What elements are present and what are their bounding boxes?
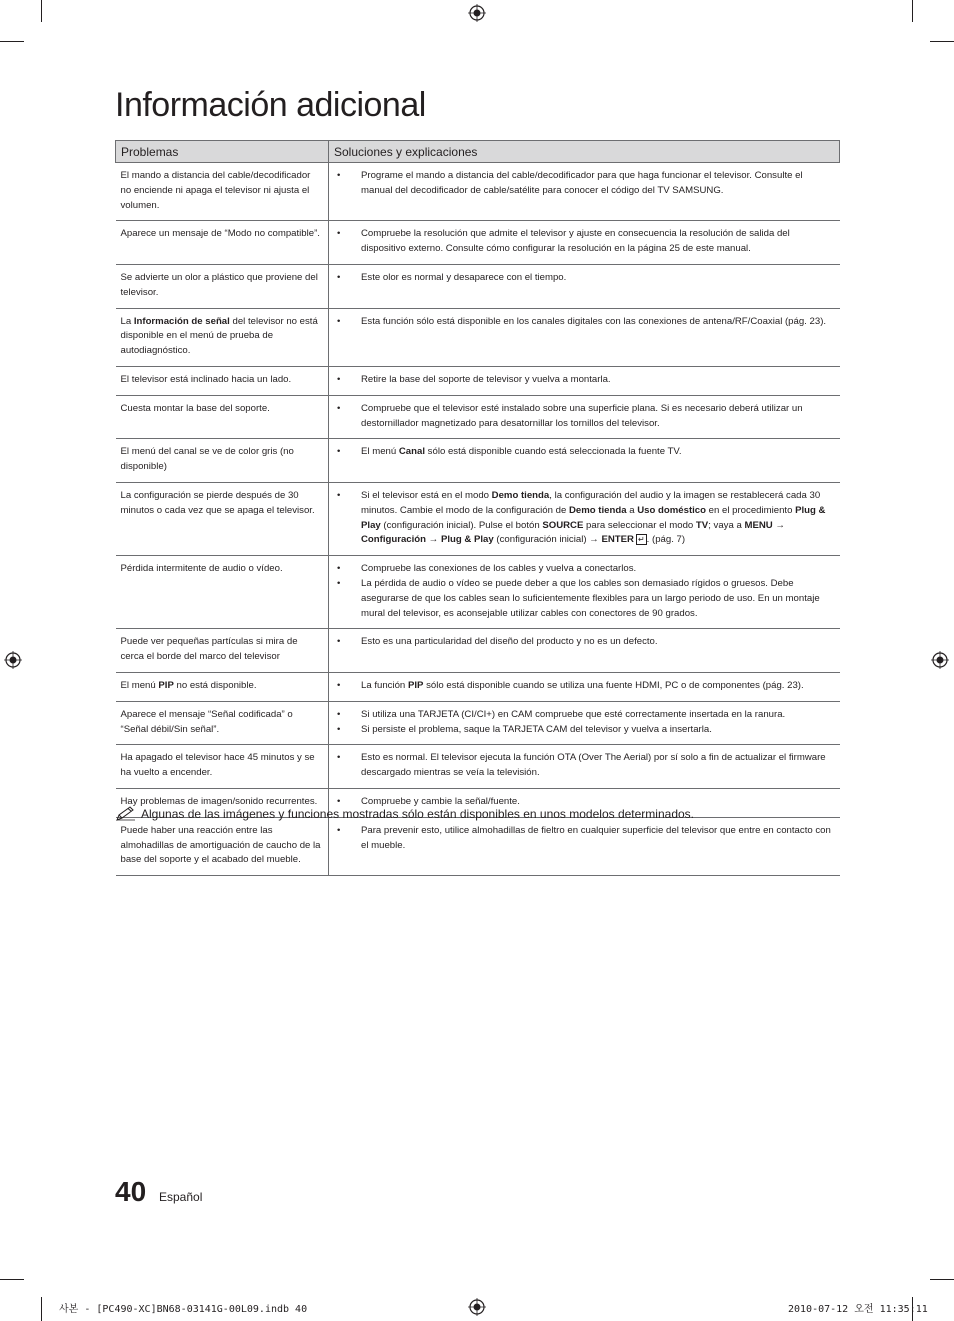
table-row	[116, 701, 840, 745]
solution-cell	[329, 439, 840, 483]
text-run: , la configuración del audio y la imagen se restablecerá cada 30 minutos. Cambie el modo de la configuración de	[361, 489, 821, 516]
crop-mark	[41, 0, 42, 22]
crop-mark	[0, 1279, 24, 1280]
crop-mark	[930, 41, 954, 42]
text-run: La configuración se pierde después de 30 minutos o cada vez que se apaga el televisor.	[120, 489, 315, 516]
registration-mark-icon	[468, 1298, 486, 1316]
menu-term: Canal	[398, 446, 426, 458]
bullet-icon: •	[337, 577, 341, 589]
solution-item	[335, 723, 835, 738]
bullet-icon: •	[337, 489, 341, 501]
text-run: Aparece el mensaje “Señal codificada” o “Señal débil/Sin señal”.	[120, 708, 293, 735]
solution-cell	[329, 366, 840, 395]
menu-term: SOURCE	[542, 519, 584, 531]
page-language: Español	[159, 1190, 203, 1204]
problem-cell	[116, 745, 329, 789]
text-run: Compruebe las conexiones de los cables y vuelva a conectarlos.	[361, 563, 637, 575]
page-number: 40	[115, 1176, 147, 1207]
text-run: Hay problemas de imagen/sonido recurrentes.	[120, 795, 318, 807]
text-run: Esto es normal. El televisor ejecuta la función OTA (Over The Aerial) por sí solo a fin de actualizar el firmware descargado mientras se veía la televisión.	[361, 752, 826, 779]
bullet-icon: •	[337, 679, 341, 691]
solution-cell	[329, 308, 840, 366]
solution-item	[335, 373, 835, 388]
problem-cell	[116, 308, 329, 366]
menu-term: ENTER	[601, 534, 634, 546]
menu-term: Uso doméstico	[637, 504, 707, 516]
solution-cell	[329, 556, 840, 629]
solution-item	[335, 824, 835, 854]
column-header-solutions: Soluciones y explicaciones	[329, 141, 840, 163]
bullet-icon: •	[337, 824, 341, 836]
text-run: Compruebe que el televisor esté instalado sobre una superficie plana. Si es necesario deberá utilizar un destornillador magnetizado para desatornillar los tornillos del televisor.	[361, 402, 803, 429]
menu-term: Demo tienda	[491, 489, 550, 501]
text-run: en el procedimiento	[706, 504, 796, 516]
solution-text	[361, 751, 835, 781]
troubleshooting-table	[115, 140, 840, 876]
text-run: . (pág. 7)	[646, 534, 686, 546]
solution-item	[335, 169, 835, 199]
solution-item	[335, 708, 835, 723]
text-run: La pérdida de audio o vídeo se puede deber a que los cables son demasiado rígidos o gruesos. Debe asegurarse de que los cables sean lo suficientemente flexibles para un largo periodo de uso. En un montaje mural del televisor, es aconsejable utilizar cables con conectores de 90 grados.	[361, 577, 820, 619]
table-row	[116, 556, 840, 629]
problem-cell	[116, 817, 329, 875]
column-header-problems: Problemas	[116, 141, 329, 163]
crop-mark	[912, 0, 913, 22]
solution-item	[335, 227, 835, 257]
text-run: Si el televisor está en el modo	[361, 489, 492, 501]
text-run: El menú del canal se ve de color gris (no disponible)	[120, 446, 294, 473]
text-run: Si persiste el problema, saque la TARJETA CAM del televisor y vuelva a insertarla.	[361, 723, 712, 735]
solution-text	[361, 489, 835, 548]
solution-item	[335, 402, 835, 432]
solution-text	[361, 169, 835, 199]
solution-text	[361, 824, 835, 854]
text-run: Programe el mando a distancia del cable/decodificador para que haga funcionar el televisor. Consulte el manual del decodificador de cable/satélite para conocer el código del TV SAMSUNG.	[361, 170, 803, 196]
text-run: Compruebe la resolución que admite el televisor y ajuste en consecuencia la resolución de salida del dispositivo externo. Consulte cómo configurar la resolución en la página 25 de este manual.	[361, 228, 790, 255]
bullet-icon: •	[337, 446, 341, 458]
solution-text	[361, 679, 835, 694]
crop-mark	[41, 1297, 42, 1321]
solution-text	[361, 271, 835, 286]
text-run: Aparece un mensaje de “Modo no compatible”.	[120, 228, 320, 240]
table-row	[116, 366, 840, 395]
text-run: La función	[361, 679, 408, 691]
bullet-icon: •	[337, 563, 341, 575]
solution-item	[335, 577, 835, 621]
solution-item	[335, 271, 835, 286]
text-run: Ha apagado el televisor hace 45 minutos y se ha vuelto a encender.	[120, 752, 315, 779]
pencil-note-icon	[115, 806, 137, 822]
problem-cell	[116, 439, 329, 483]
problem-cell	[116, 221, 329, 265]
menu-term: PIP	[158, 679, 174, 691]
text-run: Se advierte un olor a plástico que proviene del televisor.	[120, 271, 318, 298]
text-run: Este olor es normal y desaparece con el tiempo.	[361, 271, 567, 283]
footnote	[115, 806, 694, 822]
table-header-row	[116, 141, 840, 163]
text-run: a	[626, 504, 638, 516]
text-run: Si utiliza una TARJETA (CI/CI+) en CAM compruebe que esté correctamente insertada en la ranura.	[361, 708, 786, 720]
menu-term: Información de señal	[133, 315, 230, 327]
text-run: Retire la base del soporte de televisor y vuelva a montarla.	[361, 373, 611, 385]
solution-text	[361, 373, 835, 388]
text-run: sólo está disponible cuando se utiliza una fuente HDMI, PC o de componentes (pág. 23).	[423, 679, 804, 691]
text-run: El menú	[361, 446, 399, 458]
bullet-icon: •	[337, 373, 341, 385]
footer-datetime: 2010-07-12 오전 11:35:11	[788, 1304, 928, 1315]
solution-cell	[329, 629, 840, 673]
solution-text	[361, 635, 835, 650]
registration-mark-icon	[4, 651, 22, 669]
menu-term: Configuración → Plug & Play	[361, 534, 494, 546]
solution-cell	[329, 264, 840, 308]
solution-text	[361, 445, 835, 460]
bullet-icon: •	[337, 315, 341, 327]
problem-cell	[116, 629, 329, 673]
problem-cell	[116, 701, 329, 745]
problem-cell	[116, 672, 329, 701]
text-run: del televisor no está disponible en el menú de prueba de autodiagnóstico.	[120, 315, 318, 357]
text-run: (configuración inicial). Pulse el botón	[380, 519, 543, 531]
text-run: El mando a distancia del cable/decodificador no enciende ni apaga el televisor ni ajusta el volumen.	[120, 170, 311, 211]
table-row	[116, 745, 840, 789]
table-row	[116, 395, 840, 439]
bullet-icon: •	[337, 723, 341, 735]
problem-cell	[116, 482, 329, 555]
bullet-icon: •	[337, 795, 341, 807]
text-run: Esta función sólo está disponible en los canales digitales con las conexiones de antena/RF/Coaxial (pág. 23).	[361, 315, 827, 327]
registration-mark-icon	[468, 4, 486, 22]
solution-text	[361, 315, 835, 330]
text-run: Pérdida intermitente de audio o vídeo.	[120, 563, 283, 575]
solution-cell	[329, 745, 840, 789]
solution-cell	[329, 221, 840, 265]
solution-cell	[329, 672, 840, 701]
menu-term: PIP	[407, 679, 424, 691]
menu-term: Demo tienda	[568, 504, 627, 516]
page-title: Información adicional	[115, 86, 426, 124]
text-run: no está disponible.	[173, 679, 257, 691]
crop-mark	[930, 1279, 954, 1280]
text-run: El televisor está inclinado hacia un lado.	[120, 373, 292, 385]
text-run: Para prevenir esto, utilice almohadillas de fieltro en cualquier superficie del televisor que entre en contacto con el mueble.	[361, 824, 831, 851]
solution-item	[335, 751, 835, 781]
text-run: Esto es una particularidad del diseño del producto y no es un defecto.	[361, 636, 658, 648]
text-run: Puede haber una reacción entre las almohadillas de amortiguación de caucho de la base del soporte y el acabado del mueble.	[120, 824, 321, 866]
table-row	[116, 163, 840, 221]
problem-cell	[116, 163, 329, 221]
table-row	[116, 482, 840, 555]
menu-term: Plug & Play	[361, 504, 826, 531]
solution-text	[361, 402, 835, 432]
table-row	[116, 308, 840, 366]
solution-cell	[329, 817, 840, 875]
problem-cell	[116, 395, 329, 439]
bullet-icon: •	[337, 752, 341, 764]
enter-icon: ↵	[637, 535, 645, 545]
text-run: La	[120, 315, 134, 327]
bullet-icon: •	[337, 708, 341, 720]
bullet-icon: •	[337, 228, 341, 240]
table-row	[116, 221, 840, 265]
solution-cell	[329, 395, 840, 439]
solution-item	[335, 445, 835, 460]
text-run: para seleccionar el modo	[583, 519, 696, 531]
bullet-icon: •	[337, 402, 341, 414]
menu-term: MENU →	[744, 519, 785, 531]
solution-cell	[329, 482, 840, 555]
problem-cell	[116, 556, 329, 629]
menu-term: TV	[695, 519, 709, 531]
bullet-icon: •	[337, 636, 341, 648]
text-run: El menú	[120, 679, 159, 691]
solution-item	[335, 679, 835, 694]
solution-cell	[329, 701, 840, 745]
solution-item	[335, 489, 835, 548]
registration-mark-icon	[931, 651, 949, 669]
solution-item	[335, 635, 835, 650]
solution-item	[335, 562, 835, 577]
solution-text	[361, 723, 835, 738]
text-run: ; vaya a	[708, 519, 745, 531]
problem-cell	[116, 264, 329, 308]
solution-text	[361, 562, 835, 577]
text-run: (configuración inicial) →	[493, 534, 602, 546]
solution-text	[361, 577, 835, 621]
text-run: Cuesta montar la base del soporte.	[120, 402, 270, 414]
problem-cell	[116, 366, 329, 395]
table-row	[116, 629, 840, 673]
footer-file-info: 사본 - [PC490-XC]BN68-03141G-00L09.indb 40	[59, 1304, 308, 1315]
solution-cell	[329, 163, 840, 221]
table-row	[116, 439, 840, 483]
crop-mark	[0, 41, 24, 42]
text-run: Puede ver pequeñas partículas si mira de cerca el borde del marco del televisor	[120, 636, 298, 663]
solution-text	[361, 227, 835, 257]
text-run: sólo está disponible cuando está seleccionada la fuente TV.	[425, 446, 682, 458]
table-row	[116, 264, 840, 308]
text-run: Compruebe y cambie la señal/fuente.	[361, 795, 520, 807]
table-row	[116, 672, 840, 701]
footnote-text: Algunas de las imágenes y funciones mostradas sólo están disponibles en unos modelos determinados.	[141, 807, 694, 821]
solution-text	[361, 708, 835, 723]
bullet-icon: •	[337, 170, 341, 181]
table-row	[116, 817, 840, 875]
bullet-icon: •	[337, 271, 341, 283]
solution-item	[335, 315, 835, 330]
